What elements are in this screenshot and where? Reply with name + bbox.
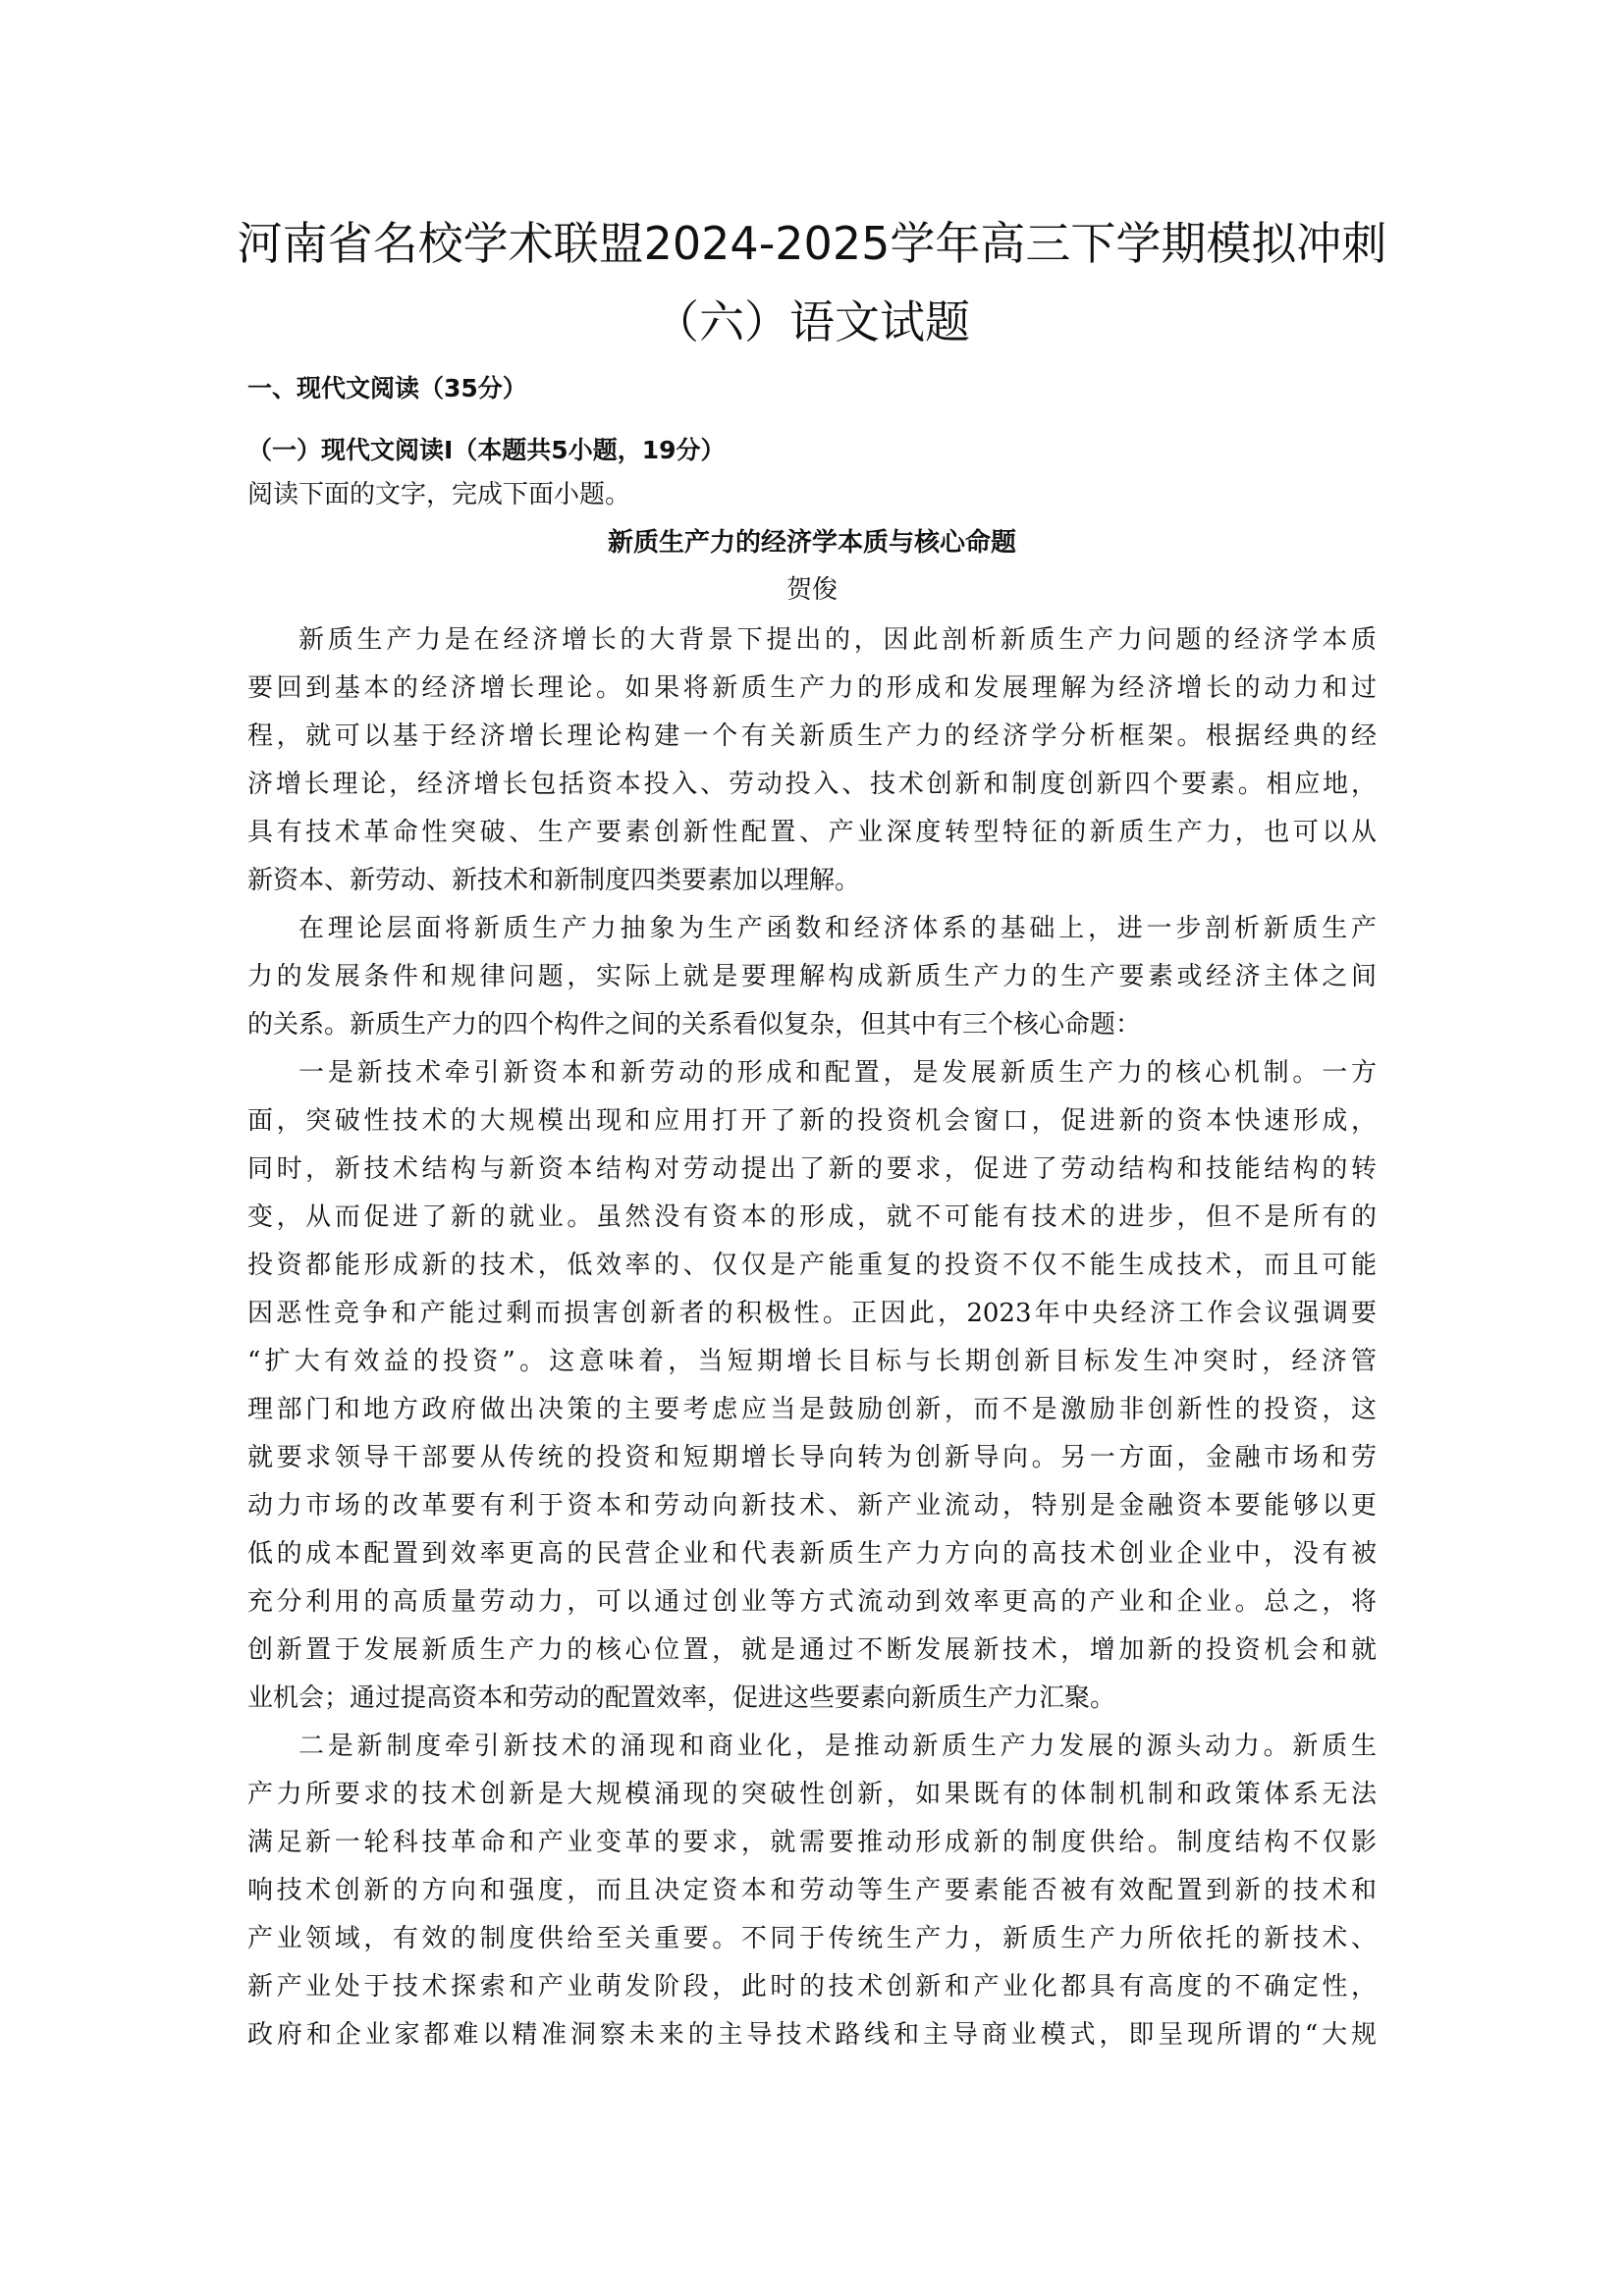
paragraph-line: 要回到基本的经济增长理论。如果将新质生产力的形成和发展理解为经济增长的动力和过 [247,673,1377,703]
paragraph-line: 响技术创新的方向和强度，而且决定资本和劳动等生产要素能否被有效配置到新的技术和 [247,1876,1377,1905]
paragraph-line: 同时，新技术结构与新资本结构对劳动提出了新的要求，促进了劳动结构和技能结构的转 [247,1154,1377,1184]
reading-instruction: 阅读下面的文字，完成下面小题。 [247,480,631,509]
paragraph-line: 充分利用的高质量劳动力，可以通过创业等方式流动到效率更高的产业和企业。总之，将 [247,1587,1377,1617]
document-title-line-2: （六）语文试题 [654,295,970,348]
paragraph-line: 政府和企业家都难以精准洞察未来的主导技术路线和主导商业模式，即呈现所谓的“大规 [247,2020,1377,2050]
paragraph-line: 一是新技术牵引新资本和新劳动的形成和配置，是发展新质生产力的核心机制。一方 [298,1058,1377,1088]
paragraph-line: 新产业处于技术探索和产业萌发阶段，此时的技术创新和产业化都具有高度的不确定性， [247,1972,1377,2002]
paragraph-line: 二是新制度牵引新技术的涌现和商业化，是推动新质生产力发展的源头动力。新质生 [298,1732,1377,1761]
article-paragraph [247,1049,1377,1723]
paragraph-line: 投资都能形成新的技术，低效率的、仅仅是产能重复的投资不仅不能生成技术，而且可能 [247,1251,1377,1280]
paragraph-line: 因恶性竞争和产能过剩而损害创新者的积极性。正因此，2023年中央经济工作会议强调要 [247,1299,1377,1328]
paragraph-line: 就要求领导干部要从传统的投资和短期增长导向转为创新导向。另一方面，金融市场和劳 [247,1443,1377,1472]
paragraph-line: 变，从而促进了新的就业。虽然没有资本的形成，就不可能有技术的进步，但不是所有的 [247,1202,1377,1232]
subsection-heading: （一）现代文阅读I（本题共5小题，19分） [247,436,726,464]
paragraph-line: 产业领域，有效的制度供给至关重要。不同于传统生产力，新质生产力所依托的新技术、 [247,1924,1377,1953]
article-title: 新质生产力的经济学本质与核心命题 [607,528,1016,558]
article-author: 贺俊 [785,575,838,605]
paragraph-line: 新质生产力是在经济增长的大背景下提出的，因此剖析新质生产力问题的经济学本质 [298,625,1377,655]
paragraph-line: 新资本、新劳动、新技术和新制度四类要素加以理解。 [247,866,861,895]
paragraph-line: 低的成本配置到效率更高的民营企业和代表新质生产力方向的高技术创业企业中，没有被 [247,1539,1377,1569]
paragraph-line: “扩大有效益的投资”。这意味着，当短期增长目标与长期创新目标发生冲突时，经济管 [247,1347,1377,1376]
paragraph-line: 理部门和地方政府做出决策的主要考虑应当是鼓励创新，而不是激励非创新性的投资，这 [247,1395,1377,1424]
article-paragraph [247,616,1377,905]
article-paragraph [247,905,1377,1049]
paragraph-line: 满足新一轮科技革命和产业变革的要求，就需要推动形成新的制度供给。制度结构不仅影 [247,1828,1377,1857]
paragraph-line: 产力所要求的技术创新是大规模涌现的突破性创新，如果既有的体制机制和政策体系无法 [247,1780,1377,1809]
document-title-line-1: 河南省名校学术联盟2024-2025学年高三下学期模拟冲刺 [237,217,1387,270]
paragraph-line: 济增长理论，经济增长包括资本投入、劳动投入、技术创新和制度创新四个要素。相应地， [247,770,1377,799]
section-heading: 一、现代文阅读（35分） [247,374,527,402]
paragraph-line: 在理论层面将新质生产力抽象为生产函数和经济体系的基础上，进一步剖析新质生产 [298,914,1377,943]
paragraph-line: 业机会；通过提高资本和劳动的配置效率，促进这些要素向新质生产力汇聚。 [247,1683,1116,1713]
paragraph-line: 程，就可以基于经济增长理论构建一个有关新质生产力的经济学分析框架。根据经典的经 [247,721,1377,751]
paragraph-line: 创新置于发展新质生产力的核心位置，就是通过不断发展新技术，增加新的投资机会和就 [247,1635,1377,1665]
paragraph-line: 力的发展条件和规律问题，实际上就是要理解构成新质生产力的生产要素或经济主体之间 [247,962,1377,991]
paragraph-line: 具有技术革命性突破、生产要素创新性配置、产业深度转型特征的新质生产力，也可以从 [247,818,1377,847]
paragraph-line: 面，突破性技术的大规模出现和应用打开了新的投资机会窗口，促进新的资本快速形成， [247,1106,1377,1136]
article-paragraph [247,1723,1377,2059]
paragraph-line: 动力市场的改革要有利于资本和劳动向新技术、新产业流动，特别是金融资本要能够以更 [247,1491,1377,1521]
paragraph-line: 的关系。新质生产力的四个构件之间的关系看似复杂，但其中有三个核心命题： [247,1010,1142,1040]
article-body [247,616,1377,2059]
